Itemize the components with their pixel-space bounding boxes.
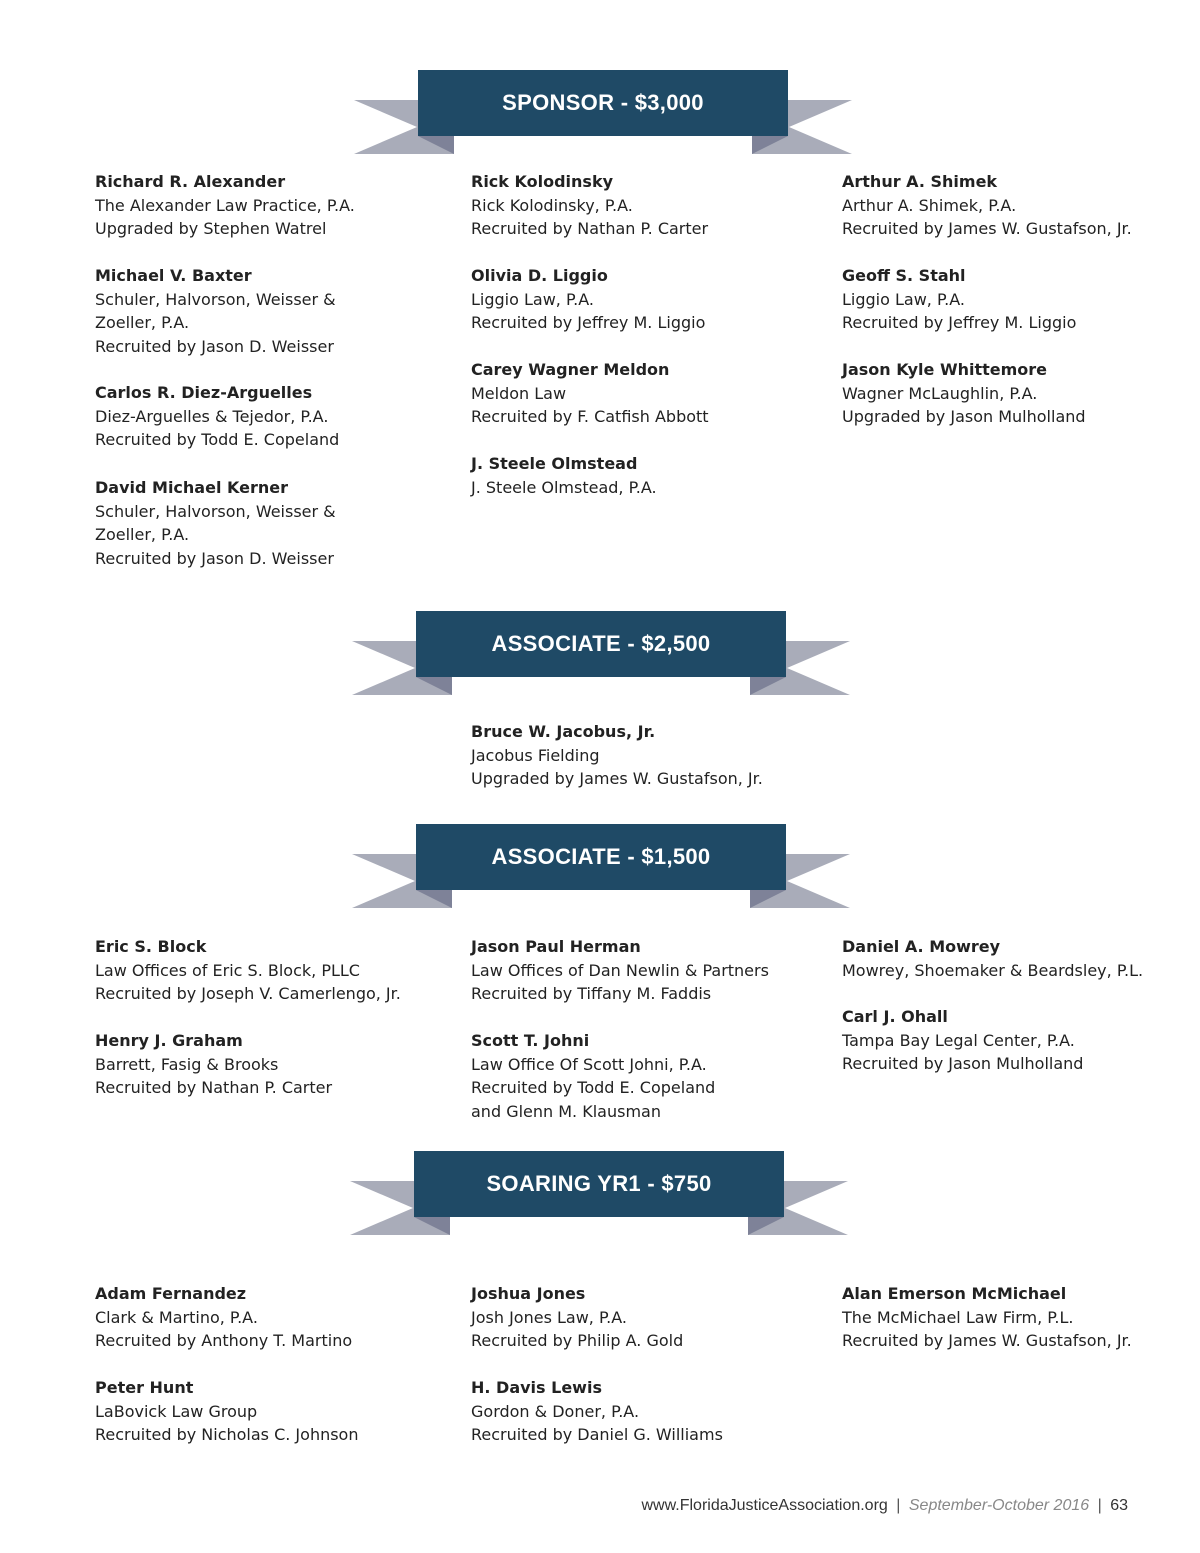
member-firm: Barrett, Fasig & Brooks xyxy=(95,1054,279,1074)
member-firm: Tampa Bay Legal Center, P.A. xyxy=(842,1030,1075,1050)
member-entry xyxy=(471,264,705,335)
member-entry xyxy=(842,358,1086,429)
member-name: Eric S. Block xyxy=(95,937,207,956)
member-name: Bruce W. Jacobus, Jr. xyxy=(471,722,656,741)
member-firm: Zoeller, P.A. xyxy=(95,313,190,332)
member-firm: Schuler, Halvorson, Weisser & xyxy=(95,501,336,521)
member-name: Alan Emerson McMichael xyxy=(842,1284,1067,1303)
section-banner xyxy=(0,1151,1200,1241)
member-firm: Rick Kolodinsky, P.A. xyxy=(471,195,633,215)
member-firm: Gordon & Doner, P.A. xyxy=(471,1401,640,1421)
member-referral: Recruited by Nathan P. Carter xyxy=(471,219,709,238)
member-name: Jason Kyle Whittemore xyxy=(842,360,1048,379)
footer-separator: | xyxy=(896,1497,901,1514)
member-firm: The McMichael Law Firm, P.L. xyxy=(842,1307,1074,1327)
member-name: David Michael Kerner xyxy=(95,478,288,497)
member-referral: Recruited by Nathan P. Carter xyxy=(95,1078,333,1097)
issue-date: September-October 2016 xyxy=(908,1497,1090,1514)
member-name: Michael V. Baxter xyxy=(95,266,252,285)
member-name: H. Davis Lewis xyxy=(471,1378,602,1397)
member-firm: The Alexander Law Practice, P.A. xyxy=(95,195,355,215)
member-name: Henry J. Graham xyxy=(95,1031,243,1050)
section-title: ASSOCIATE - $2,500 xyxy=(491,631,711,656)
section-title: ASSOCIATE - $1,500 xyxy=(491,844,711,869)
member-firm: Law Offices of Eric S. Block, PLLC xyxy=(95,960,360,980)
member-entry xyxy=(471,1376,723,1447)
member-name: Daniel A. Mowrey xyxy=(842,937,1001,956)
member-firm: Diez-Arguelles & Tejedor, P.A. xyxy=(95,406,329,426)
member-entry xyxy=(842,1005,1083,1076)
member-name: Carl J. Ohall xyxy=(842,1007,948,1026)
section-banner xyxy=(0,611,1200,701)
section-banner xyxy=(0,70,1200,160)
member-entry xyxy=(95,1376,358,1447)
member-firm: Josh Jones Law, P.A. xyxy=(471,1307,627,1327)
member-name: Rick Kolodinsky xyxy=(471,172,614,191)
footer-separator: | xyxy=(1097,1497,1102,1514)
member-firm: Mowrey, Shoemaker & Beardsley, P.L. xyxy=(842,960,1144,980)
member-firm: Wagner McLaughlin, P.A. xyxy=(842,383,1038,403)
member-referral: Recruited by F. Catfish Abbott xyxy=(471,407,709,426)
member-entry xyxy=(471,1029,715,1123)
member-entry xyxy=(95,170,355,241)
page-footer xyxy=(0,1497,1128,1515)
member-referral: Recruited by Anthony T. Martino xyxy=(95,1331,353,1350)
member-firm: Schuler, Halvorson, Weisser & xyxy=(95,289,336,309)
member-firm: Arthur A. Shimek, P.A. xyxy=(842,195,1017,215)
member-referral: Recruited by Jeffrey M. Liggio xyxy=(842,313,1077,332)
member-firm: Law Offices of Dan Newlin & Partners xyxy=(471,960,769,980)
website-link[interactable]: www.FloridaJusticeAssociation.org xyxy=(641,1497,888,1514)
member-entry xyxy=(471,170,708,241)
member-referral: Recruited by Jason D. Weisser xyxy=(95,548,334,568)
member-entry xyxy=(471,1282,683,1353)
member-referral: Recruited by Jason Mulholland xyxy=(842,1054,1084,1073)
member-referral: Upgraded by James W. Gustafson, Jr. xyxy=(471,769,763,788)
member-firm: Liggio Law, P.A. xyxy=(471,289,594,309)
member-entry xyxy=(842,1282,1132,1353)
member-entry xyxy=(95,381,339,452)
member-referral: Upgraded by Stephen Watrel xyxy=(95,219,327,238)
member-name: Olivia D. Liggio xyxy=(471,266,608,285)
member-referral: Recruited by Nicholas C. Johnson xyxy=(95,1425,359,1444)
member-referral: Recruited by Daniel G. Williams xyxy=(471,1425,723,1444)
member-entry xyxy=(842,170,1132,241)
member-name: Carey Wagner Meldon xyxy=(471,360,670,379)
member-referral: Recruited by James W. Gustafson, Jr. xyxy=(842,1331,1132,1350)
member-entry xyxy=(95,1282,352,1353)
member-entry xyxy=(471,935,769,1006)
member-name: Carlos R. Diez-Arguelles xyxy=(95,383,313,402)
member-entry xyxy=(95,476,336,570)
section-title: SPONSOR - $3,000 xyxy=(502,90,704,115)
member-name: Joshua Jones xyxy=(471,1284,586,1303)
member-firm: Recruited by Todd E. Copeland xyxy=(471,1078,716,1097)
member-referral: and Glenn M. Klausman xyxy=(471,1101,661,1121)
member-referral: Recruited by Philip A. Gold xyxy=(471,1331,684,1350)
member-referral: Recruited by Tiffany M. Faddis xyxy=(471,984,712,1003)
member-firm: LaBovick Law Group xyxy=(95,1401,258,1421)
page-number: 63 xyxy=(1110,1497,1128,1514)
member-firm: Clark & Martino, P.A. xyxy=(95,1307,258,1327)
member-firm: Meldon Law xyxy=(471,383,567,403)
member-entry xyxy=(842,264,1076,335)
member-firm: Law Office Of Scott Johni, P.A. xyxy=(471,1054,707,1074)
member-name: Arthur A. Shimek xyxy=(842,172,998,191)
member-name: Adam Fernandez xyxy=(95,1284,247,1303)
member-firm: Jacobus Fielding xyxy=(471,745,600,765)
member-entry xyxy=(842,935,1143,982)
section-banner xyxy=(0,824,1200,914)
member-name: Richard R. Alexander xyxy=(95,172,286,191)
member-entry xyxy=(471,720,763,791)
member-entry xyxy=(471,452,657,499)
member-firm: Zoeller, P.A. xyxy=(95,525,190,544)
member-firm: Liggio Law, P.A. xyxy=(842,289,965,309)
member-name: Jason Paul Herman xyxy=(471,937,641,956)
member-entry xyxy=(95,264,336,358)
member-referral: Recruited by Jeffrey M. Liggio xyxy=(471,313,706,332)
member-name: Scott T. Johni xyxy=(471,1031,590,1050)
member-name: Geoff S. Stahl xyxy=(842,266,966,285)
member-referral: Recruited by Joseph V. Camerlengo, Jr. xyxy=(95,984,401,1003)
member-entry xyxy=(95,1029,332,1100)
member-name: Peter Hunt xyxy=(95,1378,194,1397)
member-firm: J. Steele Olmstead, P.A. xyxy=(471,477,657,497)
section-title: SOARING YR1 - $750 xyxy=(486,1171,712,1196)
member-referral: Recruited by Todd E. Copeland xyxy=(95,430,340,449)
member-referral: Recruited by James W. Gustafson, Jr. xyxy=(842,219,1132,238)
member-entry xyxy=(471,358,709,429)
member-entry xyxy=(95,935,401,1006)
member-referral: Upgraded by Jason Mulholland xyxy=(842,407,1086,426)
member-referral: Recruited by Jason D. Weisser xyxy=(95,336,334,356)
member-name: J. Steele Olmstead xyxy=(471,454,638,473)
